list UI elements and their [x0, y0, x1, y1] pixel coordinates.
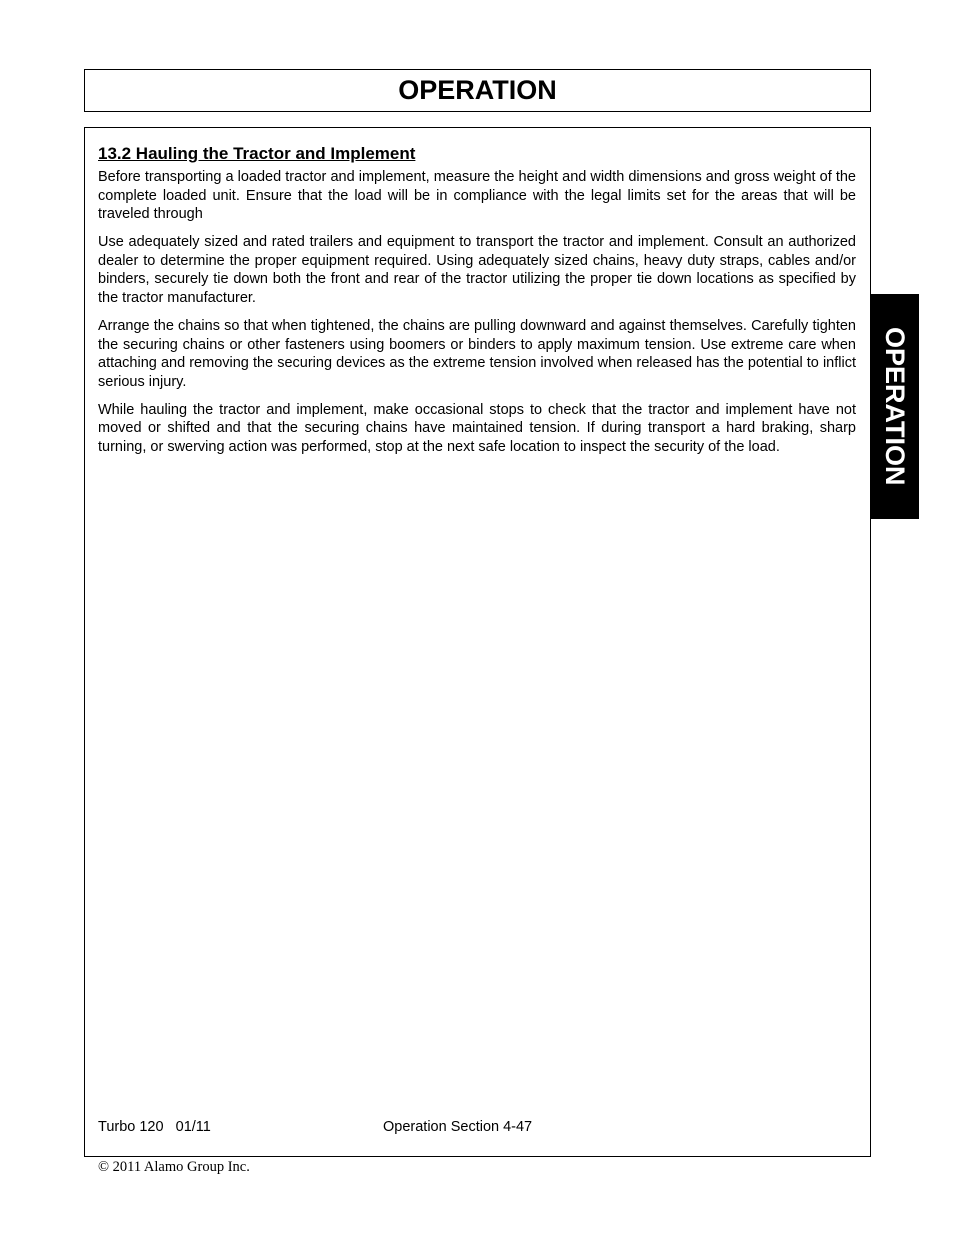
side-tab-label: OPERATION [880, 327, 910, 486]
footer-model-date: Turbo 120 01/11 [98, 1119, 211, 1135]
page-header [84, 69, 871, 112]
section-heading: 13.2 Hauling the Tractor and Implement [98, 144, 416, 163]
page-title: OPERATION [398, 75, 557, 105]
paragraph-2: Use adequately sized and rated trailers and equipment to transport the tractor and implement. Consult an authorized dealer to determine the proper equipment required. Using adequately sized chains, heavy duty straps, cables and/or binders, securely tie down both the front and rear of the tractor utilizing the proper tie down locations as specified by the tractor manufacturer. [98, 234, 856, 306]
paragraph-4: While hauling the tractor and implement, make occasional stops to check that the tractor and implement have not moved or shifted and that the securing chains have maintained tension. If during transport a hard braking, sharp turning, or swerving action was performed, stop at the next safe location to inspect the security of the load. [98, 401, 856, 455]
paragraph-3: Arrange the chains so that when tightened, the chains are pulling downward and against themselves. Carefully tighten the securing chains or other fasteners using boomers or binders to apply maximum tension. Use extreme care when attaching and removing the securing devices as the extreme tension involved when released has the potential to inflict serious injury. [98, 317, 856, 390]
paragraph-1: Before transporting a loaded tractor and implement, measure the height and width dimensions and gross weight of the complete loaded unit. Ensure that the load will be in compliance with the legal limits set for the areas that will be traveled through [98, 169, 856, 223]
section-body [98, 168, 856, 466]
copyright-notice: © 2011 Alamo Group Inc. [98, 1159, 250, 1175]
content-panel [84, 127, 871, 1157]
section-side-tab [870, 294, 919, 519]
footer-page-label: Operation Section 4-47 [383, 1119, 533, 1135]
